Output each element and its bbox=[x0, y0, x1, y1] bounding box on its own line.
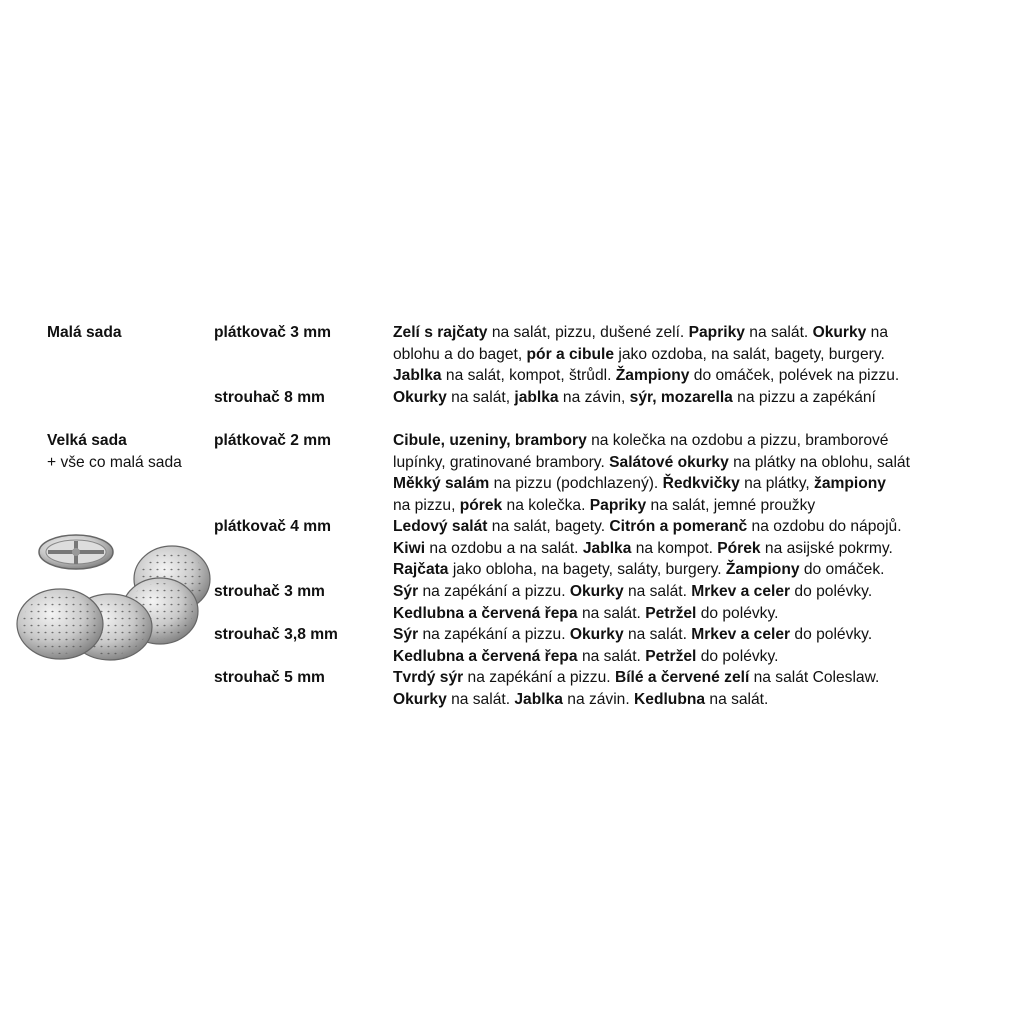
description-line bbox=[393, 365, 993, 387]
description-line bbox=[393, 689, 993, 711]
highlight-text: Petržel bbox=[645, 647, 697, 665]
body-text: na kolečka na ozdobu a pizzu, bramborové bbox=[586, 432, 889, 449]
description-line bbox=[393, 344, 993, 366]
body-text: jako obloha, na bagety, saláty, burgery. bbox=[448, 561, 726, 579]
slicer-hub bbox=[39, 535, 113, 569]
highlight-text: Okurky bbox=[393, 389, 447, 406]
highlight-text: Mrkev a celer bbox=[691, 626, 791, 643]
description-line bbox=[393, 430, 993, 452]
body-text: jako ozdoba, na salát, bagety, burgery. bbox=[614, 345, 885, 363]
highlight-text: Žampiony bbox=[725, 561, 800, 579]
highlight-text: Sýr bbox=[393, 626, 419, 643]
body-text: na plátky na oblohu, salát bbox=[728, 453, 910, 471]
description-line bbox=[393, 473, 993, 495]
highlight-text: Citrón a pomeranč bbox=[609, 518, 748, 535]
tool-description bbox=[393, 667, 993, 710]
body-text: na zapékání a pizzu. bbox=[463, 669, 615, 686]
body-text: na závin. bbox=[562, 690, 635, 708]
body-text: na salát Coleslaw. bbox=[749, 669, 880, 686]
body-text: na pizzu a zapékání bbox=[732, 389, 876, 406]
highlight-text: Okurky bbox=[569, 626, 624, 643]
body-text: na salát, bbox=[446, 389, 515, 406]
body-text: na salát, bagety. bbox=[487, 518, 610, 535]
highlight-text: Papriky bbox=[589, 496, 647, 514]
body-text: do omáček, polévek na pizzu. bbox=[689, 367, 900, 385]
tool-description bbox=[393, 581, 993, 624]
highlight-text: Sýr bbox=[393, 583, 419, 600]
body-text: na salát. bbox=[705, 690, 769, 708]
tool-description bbox=[393, 387, 993, 409]
tool-name: plátkovač 3 mm bbox=[214, 324, 332, 341]
description-line bbox=[393, 646, 993, 668]
body-text: na ozdobu do nápojů. bbox=[747, 518, 902, 535]
body-text: na zapékání a pizzu. bbox=[418, 626, 570, 643]
description-line bbox=[393, 516, 993, 538]
tool-name: strouhač 5 mm bbox=[214, 669, 325, 686]
body-text: na salát. bbox=[577, 647, 646, 665]
tool-description bbox=[393, 430, 993, 516]
tool-name: plátkovač 4 mm bbox=[214, 518, 332, 535]
description-line bbox=[393, 667, 993, 689]
highlight-text: Žampiony bbox=[615, 367, 690, 385]
tool-description bbox=[393, 516, 993, 581]
body-text: na plátky, bbox=[739, 475, 815, 493]
highlight-text: jablka bbox=[514, 389, 559, 406]
body-text: na ozdobu a na salát. bbox=[425, 539, 583, 557]
body-text: do polévky. bbox=[790, 626, 873, 643]
highlight-text: Salátové okurky bbox=[609, 453, 729, 471]
body-text: do polévky. bbox=[696, 604, 779, 622]
highlight-text: Kedlubna a červená řepa bbox=[393, 647, 578, 665]
body-text: na závin, bbox=[558, 389, 630, 406]
highlight-text: žampiony bbox=[814, 475, 886, 493]
highlight-text: Jablka bbox=[582, 539, 632, 557]
body-text: na salát, jemné proužky bbox=[646, 496, 816, 514]
body-text: na salát. bbox=[577, 604, 646, 622]
body-text: na kompot. bbox=[631, 539, 718, 557]
body-text: do polévky. bbox=[696, 647, 779, 665]
description-line bbox=[393, 559, 993, 581]
body-text: na bbox=[866, 324, 889, 341]
description-line bbox=[393, 624, 993, 646]
body-text: oblohu a do baget, bbox=[393, 345, 527, 363]
highlight-text: Zelí s rajčaty bbox=[393, 324, 488, 341]
highlight-text: Okurky bbox=[812, 324, 867, 341]
grater-discs bbox=[17, 546, 210, 660]
body-text: na zapékání a pizzu. bbox=[418, 583, 570, 600]
body-text: na salát. bbox=[623, 626, 692, 643]
highlight-text: Ředkvičky bbox=[662, 475, 740, 493]
body-text: do polévky. bbox=[790, 583, 873, 600]
body-text: na salát, pizzu, dušené zelí. bbox=[487, 324, 689, 341]
description-line bbox=[393, 603, 993, 625]
highlight-text: Papriky bbox=[688, 324, 745, 341]
highlight-text: sýr, mozarella bbox=[629, 389, 733, 406]
highlight-text: Okurky bbox=[393, 690, 447, 708]
body-text: na salát. bbox=[446, 690, 515, 708]
highlight-text: Ledový salát bbox=[393, 518, 488, 535]
highlight-text: Bílé a červené zelí bbox=[614, 669, 750, 686]
highlight-text: Mrkev a celer bbox=[691, 583, 791, 600]
body-text: lupínky, gratinované brambory. bbox=[393, 453, 610, 471]
body-text: na kolečka. bbox=[502, 496, 590, 514]
body-text: na asijské pokrmy. bbox=[760, 539, 893, 557]
body-text: na pizzu (podchlazený). bbox=[489, 475, 663, 493]
tool-name: strouhač 3 mm bbox=[214, 583, 325, 600]
highlight-text: pór a cibule bbox=[526, 345, 615, 363]
description-line bbox=[393, 387, 993, 409]
highlight-text: Kiwi bbox=[393, 539, 426, 557]
body-text: do omáček. bbox=[799, 561, 885, 579]
description-line bbox=[393, 581, 993, 603]
slicer-grater-discs-photo-icon bbox=[14, 524, 214, 664]
tool-description bbox=[393, 624, 993, 667]
set-name-small: Malá sada bbox=[47, 324, 122, 341]
highlight-text: Okurky bbox=[569, 583, 624, 600]
highlight-text: Rajčata bbox=[393, 561, 449, 579]
tool-name: strouhač 3,8 mm bbox=[214, 626, 338, 643]
set-name-large: Velká sada bbox=[47, 432, 127, 449]
set-note: + vše co malá sada bbox=[47, 454, 182, 471]
tool-description bbox=[393, 322, 993, 387]
body-text: na salát. bbox=[744, 324, 813, 341]
tool-name: strouhač 8 mm bbox=[214, 389, 325, 406]
highlight-text: Kedlubna a červená řepa bbox=[393, 604, 578, 622]
body-text: na salát, kompot, štrůdl. bbox=[441, 367, 616, 385]
description-line bbox=[393, 322, 993, 344]
highlight-text: Pórek bbox=[717, 539, 761, 557]
highlight-text: Měkký salám bbox=[393, 475, 490, 493]
description-line bbox=[393, 452, 993, 474]
highlight-text: Petržel bbox=[645, 604, 697, 622]
highlight-text: pórek bbox=[459, 496, 503, 514]
description-line bbox=[393, 495, 993, 517]
highlight-text: Kedlubna bbox=[634, 690, 706, 708]
highlight-text: Jablka bbox=[514, 690, 563, 708]
body-text: na salát. bbox=[623, 583, 692, 600]
highlight-text: Tvrdý sýr bbox=[393, 669, 464, 686]
highlight-text: Cibule, uzeniny, brambory bbox=[393, 432, 587, 449]
body-text: na pizzu, bbox=[393, 496, 460, 514]
description-line bbox=[393, 538, 993, 560]
tool-name: plátkovač 2 mm bbox=[214, 432, 332, 449]
highlight-text: Jablka bbox=[393, 367, 442, 385]
